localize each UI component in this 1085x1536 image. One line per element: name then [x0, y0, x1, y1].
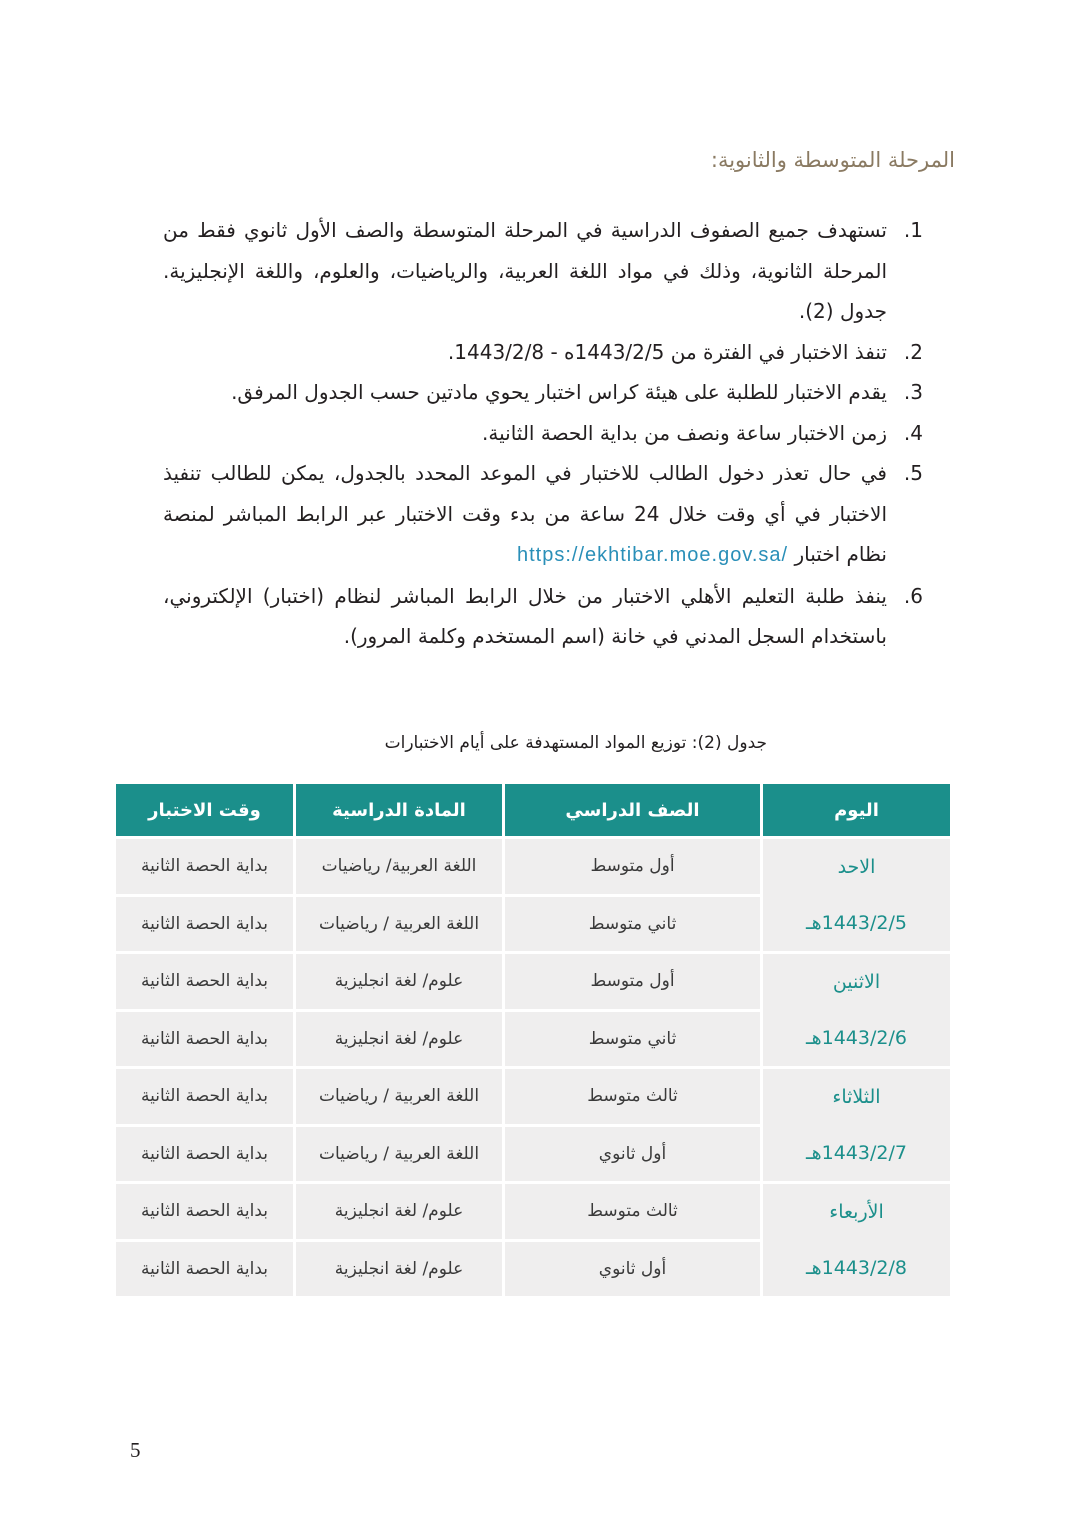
time-cell: بداية الحصة الثانية [116, 1127, 293, 1182]
header-grade: الصف الدراسي [505, 784, 760, 836]
list-item-text: تستهدف جميع الصفوف الدراسية في المرحلة المتوسطة والصف الأول ثانوي فقط من المرحلة الثانوية، وذلك في مواد اللغة العربية، والرياضيات، والعلوم، واللغة الإنجليزية. جدول (2). [163, 218, 887, 323]
grade-cell: ثاني متوسط [505, 1012, 760, 1067]
page-number: 5 [130, 1438, 141, 1462]
time-cell: بداية الحصة الثانية [116, 839, 293, 894]
list-item-number: 5. [903, 461, 923, 485]
day-cell [763, 1184, 950, 1296]
grade-cell: أول متوسط [505, 954, 760, 1009]
grade-cell: ثاني متوسط [505, 897, 760, 952]
list-item-number: 4. [903, 420, 923, 445]
list-item [163, 453, 923, 576]
subject-cell: اللغة العربية / رياضيات [296, 897, 502, 952]
instructions-list [163, 210, 923, 657]
list-item-text: ينفذ طلبة التعليم الأهلي الاختبار من خلال الرابط المباشر لنظام (اختبار) الإلكتروني، باستخدام السجل المدني في خانة (اسم المستخدم وكلمة المرور). [163, 583, 887, 648]
list-item-text: في حال تعذر دخول الطالب للاختبار في الموعد المحدد بالجدول، يمكن للطالب تنفيذ الاختبار في أي وقت خلال 24 ساعة من بدء وقت الاختبار عبر الرابط المباشر لمنصة نظام اختبار [163, 461, 888, 566]
day-name: الأربعاء [829, 1201, 884, 1223]
day-name: الثلاثاء [832, 1086, 881, 1108]
list-item [163, 332, 923, 373]
list-item-text: زمن الاختبار ساعة ونصف من بداية الحصة الثانية. [482, 420, 887, 445]
table-row [116, 839, 950, 894]
grade-cell: ثالث متوسط [505, 1184, 760, 1239]
table-row [116, 1184, 950, 1239]
day-name: الاثنين [832, 971, 881, 993]
time-cell: بداية الحصة الثانية [116, 954, 293, 1009]
list-item [163, 372, 923, 413]
list-item-number: 6. [903, 583, 923, 608]
subject-cell: اللغة العربية / رياضيات [296, 1127, 502, 1182]
subject-cell: اللغة العربية/ رياضيات [296, 839, 502, 894]
time-cell: بداية الحصة الثانية [116, 897, 293, 952]
table-header-row [116, 784, 950, 836]
day-date: 1443/2/6هـ [806, 1027, 907, 1049]
table-row [116, 1069, 950, 1124]
grade-cell: أول متوسط [505, 839, 760, 894]
day-cell [763, 954, 950, 1066]
day-date: 1443/2/8هـ [806, 1257, 907, 1279]
day-cell [763, 1069, 950, 1181]
day-cell [763, 839, 950, 951]
header-time: وقت الاختبار [116, 784, 293, 836]
list-item [163, 413, 923, 454]
grade-cell: أول ثانوي [505, 1242, 760, 1297]
list-item-number: 1. [903, 218, 923, 242]
list-item-text: يقدم الاختبار للطلبة على هيئة كراس اختبار يحوي مادتين حسب الجدول المرفق. [231, 380, 887, 404]
exam-schedule-table [116, 784, 950, 1296]
list-item-text-with-link [163, 453, 887, 576]
table-row [116, 954, 950, 1009]
section-heading: المرحلة المتوسطة والثانوية: [710, 148, 955, 172]
list-item-number: 2. [903, 339, 923, 364]
table-caption: جدول (2): توزيع المواد المستهدفة على أيام الاختبارات [384, 733, 767, 753]
grade-cell: أول ثانوي [505, 1127, 760, 1182]
header-day: اليوم [763, 784, 950, 836]
list-item [163, 210, 923, 332]
grade-cell: ثالث متوسط [505, 1069, 760, 1124]
time-cell: بداية الحصة الثانية [116, 1012, 293, 1067]
day-name: الاحد [837, 856, 876, 878]
time-cell: بداية الحصة الثانية [116, 1184, 293, 1239]
ekhtibar-link[interactable]: https://ekhtibar.moe.gov.sa/ [516, 544, 789, 566]
time-cell: بداية الحصة الثانية [116, 1069, 293, 1124]
list-item-number: 3. [903, 380, 923, 404]
subject-cell: اللغة العربية / رياضيات [296, 1069, 502, 1124]
list-item-text: تنفذ الاختبار في الفترة من 1443/2/5ه - 1443/2/8. [447, 339, 887, 364]
subject-cell: علوم/ لغة انجليزية [296, 1012, 502, 1067]
day-date: 1443/2/7هـ [806, 1142, 907, 1164]
header-subject: المادة الدراسية [296, 784, 502, 836]
subject-cell: علوم/ لغة انجليزية [296, 1184, 502, 1239]
subject-cell: علوم/ لغة انجليزية [296, 954, 502, 1009]
subject-cell: علوم/ لغة انجليزية [296, 1242, 502, 1297]
list-item [163, 576, 923, 657]
day-date: 1443/2/5هـ [806, 912, 907, 934]
time-cell: بداية الحصة الثانية [116, 1242, 293, 1297]
